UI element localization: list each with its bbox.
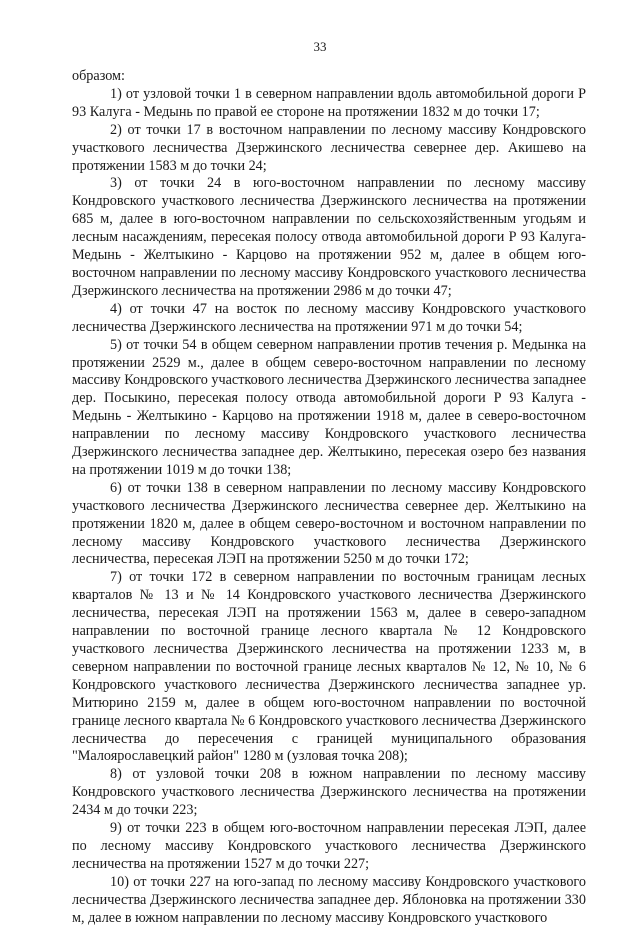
paragraph-7: 7) от точки 172 в северном направлении по восточным границам лесных кварталов № 13 и № 14 Кондровского участкового лесничества Дзержинского лесничества, пересекая ЛЭП на протяжении 1563 м, далее в северо-западном направлении по восточной границе лесного квартала № 12 Кондровского участкового лесничества Дзержинского лесничества на протяжении 1233 м, в северном направлении по восточной границе лесных кварталов № 12, № 10, № 6 Кондровского участкового лесничества Дзержинского лесничества западнее ур. Митюрино 2159 м, далее в общем юго-восточном направлении по восточной границе лесного квартала № 6 Кондровского участкового лесничества Дзержинского лесничества до пересечения с границей муниципального образования "Малоярославецкий район" 1280 м (узловая точка 208); <box>72 569 586 765</box>
document-body <box>72 68 586 928</box>
paragraph-2: 2) от точки 17 в восточном направлении по лесному массиву Кондровского участкового лесничества Дзержинского лесничества севернее дер. Акишево на протяжении 1583 м до точки 24; <box>72 121 586 174</box>
paragraph-1: 1) от узловой точки 1 в северном направлении вдоль автомобильной дороги Р 93 Калуга - Медынь по правой ее стороне на протяжении 1832 м до точки 17; <box>72 85 586 120</box>
paragraph-10: 10) от точки 227 на юго-запад по лесному массиву Кондровского участкового лесничества Дзержинского лесничества западнее дер. Яблоновка на протяжении 330 м, далее в южном направлении по лесному массиву Кондровского участкового <box>72 873 586 926</box>
paragraph-4: 4) от точки 47 на восток по лесному массиву Кондровского участкового лесничества Дзержинского лесничества на протяжении 971 м до точки 54; <box>72 300 586 335</box>
paragraph-9: 9) от точки 223 в общем юго-восточном направлении пересекая ЛЭП, далее по лесному массиву Кондровского участкового лесничества Дзержинского лесничества на протяжении 1527 м до точки 227; <box>72 820 586 872</box>
page-number: 33 <box>313 39 327 54</box>
paragraph-8: 8) от узловой точки 208 в южном направлении по лесному массиву Кондровского участкового лесничества Дзержинского лесничества на протяжении 2434 м до точки 223; <box>72 766 586 819</box>
paragraph-5: 5) от точки 54 в общем северном направлении против течения р. Медынка на протяжении 2529 м., далее в общем северо-восточном направлении по лесному массиву Кондровского участкового лесничества Дзержинского лесничества западнее дер. Посыкино, пересекая полосу отвода автомобильной дороги Р 93 Калуга - Медынь - Желтыкино - Карцово на протяжении 1918 м, далее в северо-восточном направлении по лесному массиву Кондровского участкового лесничества Дзержинского лесничества западнее дер. Желтыкино, пересекая озеро без названия на протяжении 1019 м до точки 138; <box>72 336 586 478</box>
paragraph-6: 6) от точки 138 в северном направлении по лесному массиву Кондровского участкового лесничества Дзержинского лесничества севернее дер. Желтыкино на протяжении 1820 м, далее в общем северо-восточном и восточном направлении по лесному массиву Кондровского участкового лесничества Дзержинского лесничества, пересекая ЛЭП на протяжении 5250 м до точки 172; <box>72 479 586 568</box>
paragraph-3: 3) от точки 24 в юго-восточном направлении по лесному массиву Кондровского участкового лесничества Дзержинского лесничества на протяжении 685 м, далее в юго-восточном направлении по сельскохозяйственным угодьям и лесным насаждениям, пересекая полосу отвода автомобильной дороги Р 93 Калуга- Медынь - Желтыкино - Карцово на протяжении 952 м, далее в общем юго-восточном направлении по лесному массиву Кондровского участкового лесничества Дзержинского лесничества на протяжении 2986 м до точки 47; <box>72 175 586 299</box>
intro-fragment: образом: <box>72 68 125 84</box>
